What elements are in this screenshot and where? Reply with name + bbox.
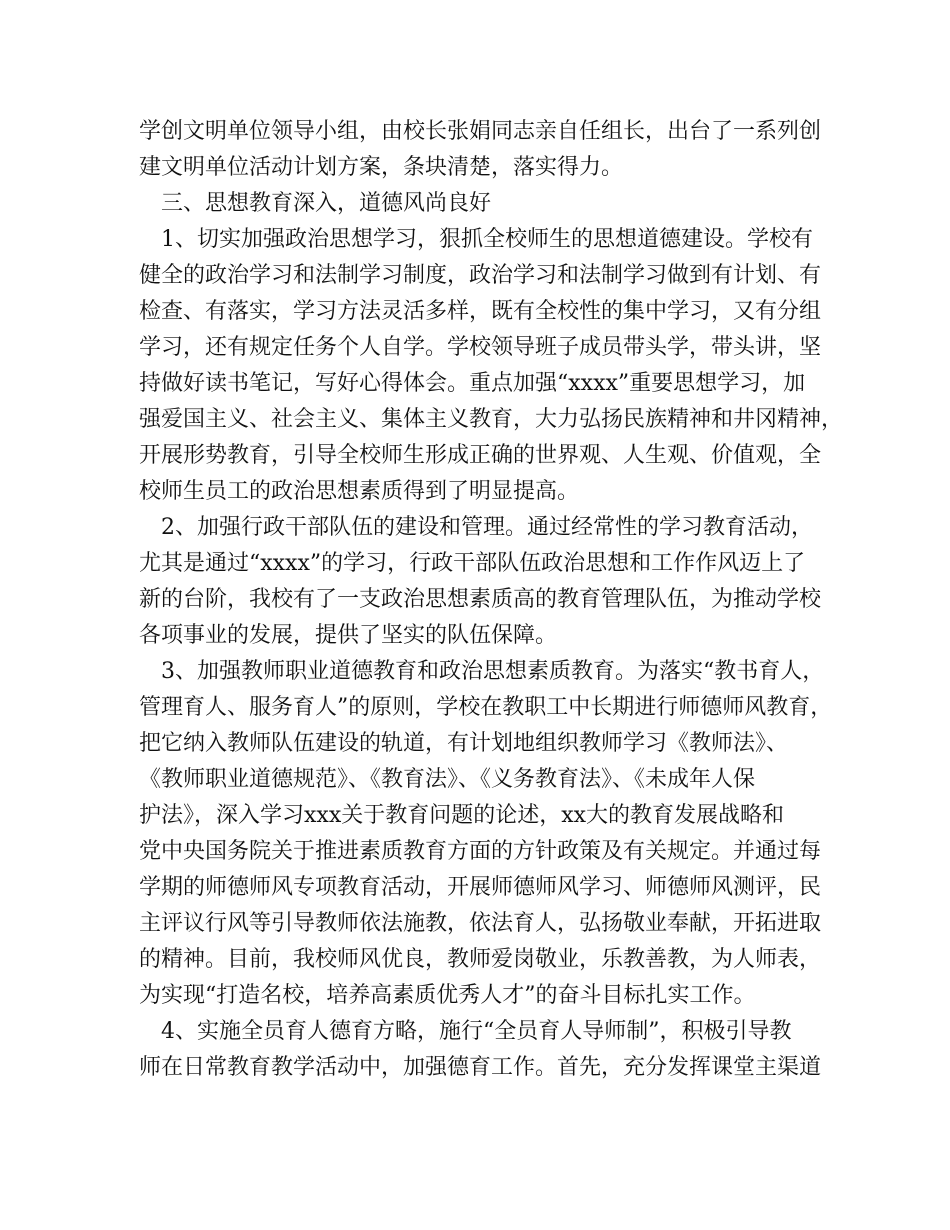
text-line: 学创文明单位领导小组，由校长张娟同志亲自任组长，出台了一系列创 — [139, 119, 822, 144]
text-line: 校师生员工的政治思想素质得到了明显提高。 — [139, 479, 580, 504]
text-line: 为实现“打造名校，培养高素质优秀人才”的奋斗目标扎实工作。 — [139, 983, 756, 1008]
text-line: 强爱国主义、社会主义、集体主义教育，大力弘扬民族精神和井冈精神， — [139, 407, 844, 432]
text-line: 持做好读书笔记，写好心得体会。重点加强“xxxx”重要思想学习，加 — [139, 371, 806, 396]
text-line: 2、加强行政干部队伍的建设和管理。通过经常性的学习教育活动， — [139, 515, 813, 540]
text-line: 主评议行风等引导教师依法施教，依法育人，弘扬敬业奉献，开拓进取 — [139, 911, 822, 936]
text-line: 新的台阶，我校有了一支政治思想素质高的教育管理队伍，为推动学校 — [139, 587, 822, 612]
text-line: 管理育人、服务育人”的原则，学校在教职工中长期进行师德师风教育， — [139, 695, 833, 720]
text-line: 1、切实加强政治思想学习，狠抓全校师生的思想道德建设。学校有 — [139, 227, 813, 252]
text-line: 把它纳入教师队伍建设的轨道，有计划地组织教师学习《教师法》、 — [139, 731, 789, 756]
text-line: 学期的师德师风专项教育活动，开展师德师风学习、师德师风测评，民 — [139, 875, 822, 900]
section-heading: 三、思想教育深入，道德风尚良好 — [139, 191, 492, 216]
text-line: 健全的政治学习和法制学习制度，政治学习和法制学习做到有计划、有 — [139, 263, 822, 288]
text-line: 检查、有落实，学习方法灵活多样，既有全校性的集中学习，又有分组 — [139, 299, 822, 324]
text-line: 建文明单位活动计划方案，条块清楚，落实得力。 — [139, 155, 624, 180]
text-line: 的精神。目前，我校师风优良，教师爱岗敬业，乐教善教，为人师表， — [139, 947, 822, 972]
text-line: 师在日常教育教学活动中，加强德育工作。首先，充分发挥课堂主渠道 — [139, 1055, 822, 1080]
text-line: 护法》，深入学习xxx关于教育问题的论述，xx大的教育发展战略和 — [139, 803, 785, 828]
text-line: 党中央国务院关于推进素质教育方面的方针政策及有关规定。并通过每 — [139, 839, 822, 864]
text-line: 4、实施全员育人德育方略，施行“全员育人导师制”，积极引导教 — [139, 1019, 792, 1044]
text-line: 3、加强教师职业道德教育和政治思想素质教育。为落实“教书育人， — [139, 659, 825, 684]
text-line: 《教师职业道德规范》、《教育法》、《义务教育法》、《未成年人保 — [139, 767, 756, 792]
text-line: 学习，还有规定任务个人自学。学校领导班子成员带头学，带头讲，坚 — [139, 335, 822, 360]
text-line: 各项事业的发展，提供了坚实的队伍保障。 — [139, 623, 558, 648]
text-line: 尤其是通过“xxxx”的学习，行政干部队伍政治思想和工作作风迈上了 — [139, 551, 806, 576]
text-line: 开展形势教育，引导全校师生形成正确的世界观、人生观、价值观，全 — [139, 443, 822, 468]
